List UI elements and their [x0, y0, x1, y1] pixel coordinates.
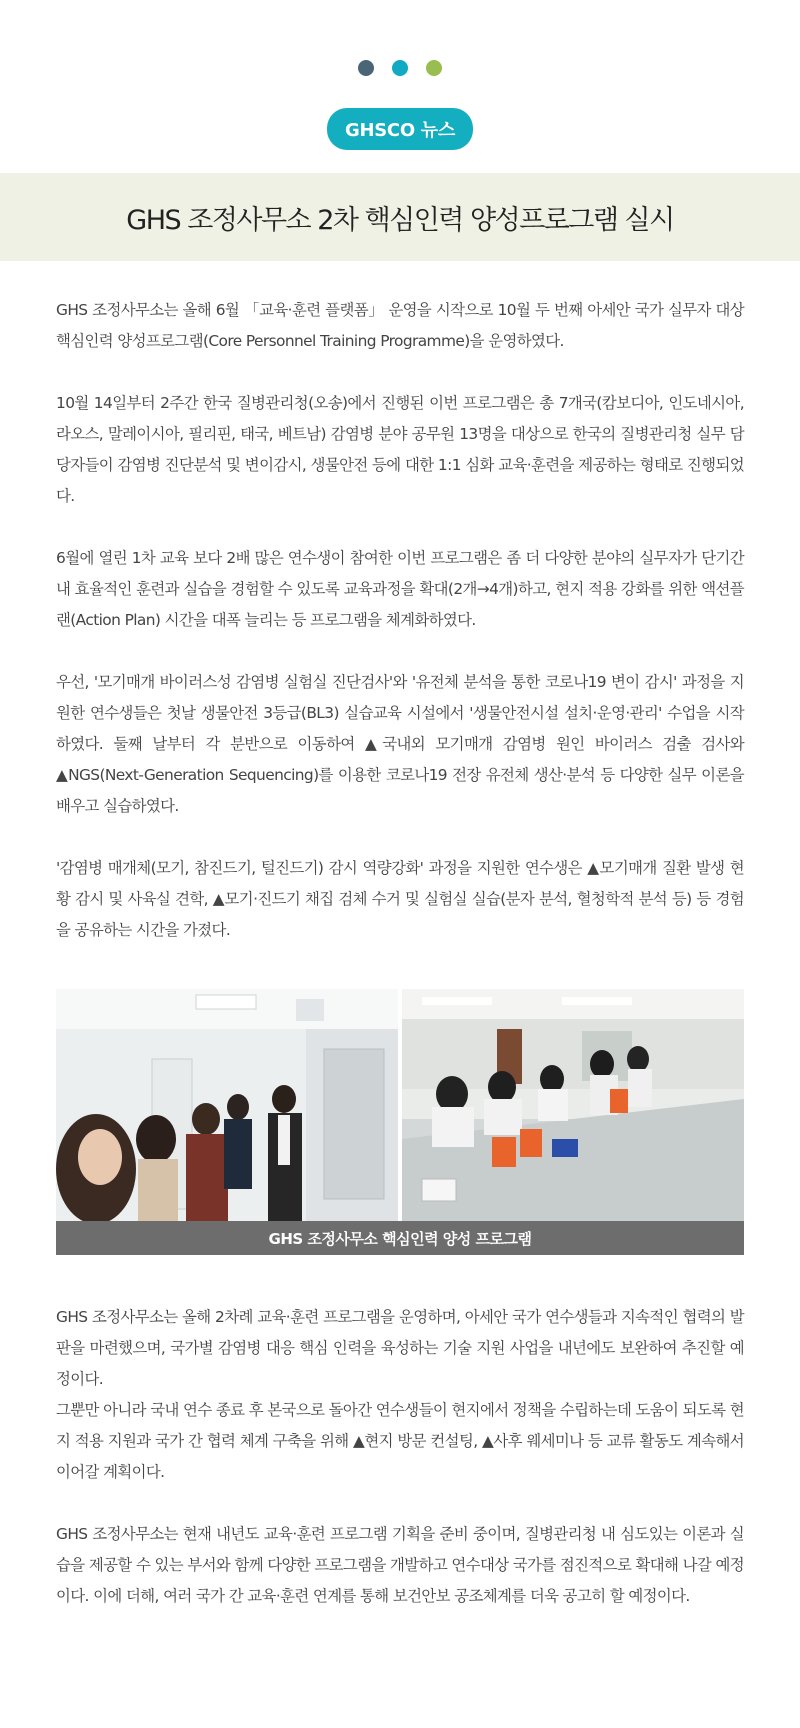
dot-icon-teal [392, 60, 408, 76]
decorative-dots [0, 60, 800, 76]
photo-row [56, 989, 744, 1221]
article-title: GHS 조정사무소 2차 핵심인력 양성프로그램 실시 [126, 204, 674, 236]
article-body [56, 295, 744, 946]
photo-lab-tour [56, 989, 398, 1221]
paragraph-4: 우선, '모기매개 바이러스성 감염병 실험실 진단검사'와 '유전체 분석을 통한 코로나19 변이 감시' 과정을 지원한 연수생들은 첫날 생물안전 3등급(BL3) 실습교육 시설에서 '생물안전시설 설치·운영·관리' 수업을 시작하였다. 둘째 날부터 각 분반으로 이동하여 ▲국내외 모기매개 감염병 원인 바이러스 검출 검사와 ▲NGS(Next-Generation Sequencing)를 이용한 코로나19 전장 유전체 생산·분석 등 다양한 실무 이론을 배우고 실습하였다. [56, 673, 744, 815]
dot-icon-dark [358, 60, 374, 76]
paragraph-5: '감염병 매개체(모기, 참진드기, 털진드기) 감시 역량강화' 과정을 지원한 연수생은 ▲모기매개 질환 발생 현황 감시 및 사육실 견학, ▲모기·진드기 채집 검체 수거 및 실험실 실습(분자 분석, 혈청학적 분석 등) 등 경험을 공유하는 시간을 가졌다. [56, 859, 744, 939]
title-band [0, 173, 800, 261]
paragraph-2: 10월 14일부터 2주간 한국 질병관리청(오송)에서 진행된 이번 프로그램은 총 7개국(캄보디아, 인도네시아, 라오스, 말레이시아, 필리핀, 태국, 베트남) 감염병 분야 공무원 13명을 대상으로 한국의 질병관리청 실무 담당자들이 감염병 진단분석 및 변이감시, 생물안전 등에 대한 1:1 심화 교육·훈련을 제공하는 형태로 진행되었다. [56, 394, 744, 505]
paragraph-3: 6월에 열린 1차 교육 보다 2배 많은 연수생이 참여한 이번 프로그램은 좀 더 다양한 분야의 실무자가 단기간 내 효율적인 훈련과 실습을 경험할 수 있도록 교육과정을 확대(2개→4개)하고, 현지 적용 강화를 위한 액션플랜(Action Plan) 시간을 대폭 늘리는 등 프로그램을 체계화하였다. [56, 549, 744, 629]
dot-icon-green [426, 60, 442, 76]
closing-paragraph-2: GHS 조정사무소는 현재 내년도 교육·훈련 프로그램 기획을 준비 중이며, 질병관리청 내 심도있는 이론과 실습을 제공할 수 있는 부서와 함께 다양한 프로그램을 개발하고 연수대상 국가를 점진적으로 확대해 나갈 예정이다. 이에 더해, 여러 국가 간 교육·훈련 연계를 통해 보건안보 공조체계를 더욱 공고히 할 예정이다. [56, 1525, 744, 1605]
closing-paragraph-1: GHS 조정사무소는 올해 2차례 교육·훈련 프로그램을 운영하며, 아세안 국가 연수생들과 지속적인 협력의 발판을 마련했으며, 국가별 감염병 대응 핵심 인력을 육성하는 기술 지원 사업을 내년에도 보완하여 추진할 예정이다. 그뿐만 아니라 국내 연수 종료 후 본국으로 돌아간 연수생들이 현지에서 정책을 수립하는데 도움이 되도록 현지 적용 지원과 국가 간 협력 체계 구축을 위해 ▲현지 방문 컨설팅, ▲사후 웨세미나 등 교류 활동도 계속해서 이어갈 계획이다. [56, 1308, 744, 1481]
photo-lab-practice [402, 989, 744, 1221]
section-badge: GHSCO 뉴스 [327, 108, 473, 150]
photo-caption: GHS 조정사무소 핵심인력 양성 프로그램 [56, 1221, 744, 1255]
article-closing [56, 1302, 744, 1612]
paragraph-1: GHS 조정사무소는 올해 6월 「교육·훈련 플랫폼」 운영을 시작으로 10월 두 번째 아세안 국가 실무자 대상 핵심인력 양성프로그램(Core Personnel Training Programme)을 운영하였다. [56, 301, 744, 350]
